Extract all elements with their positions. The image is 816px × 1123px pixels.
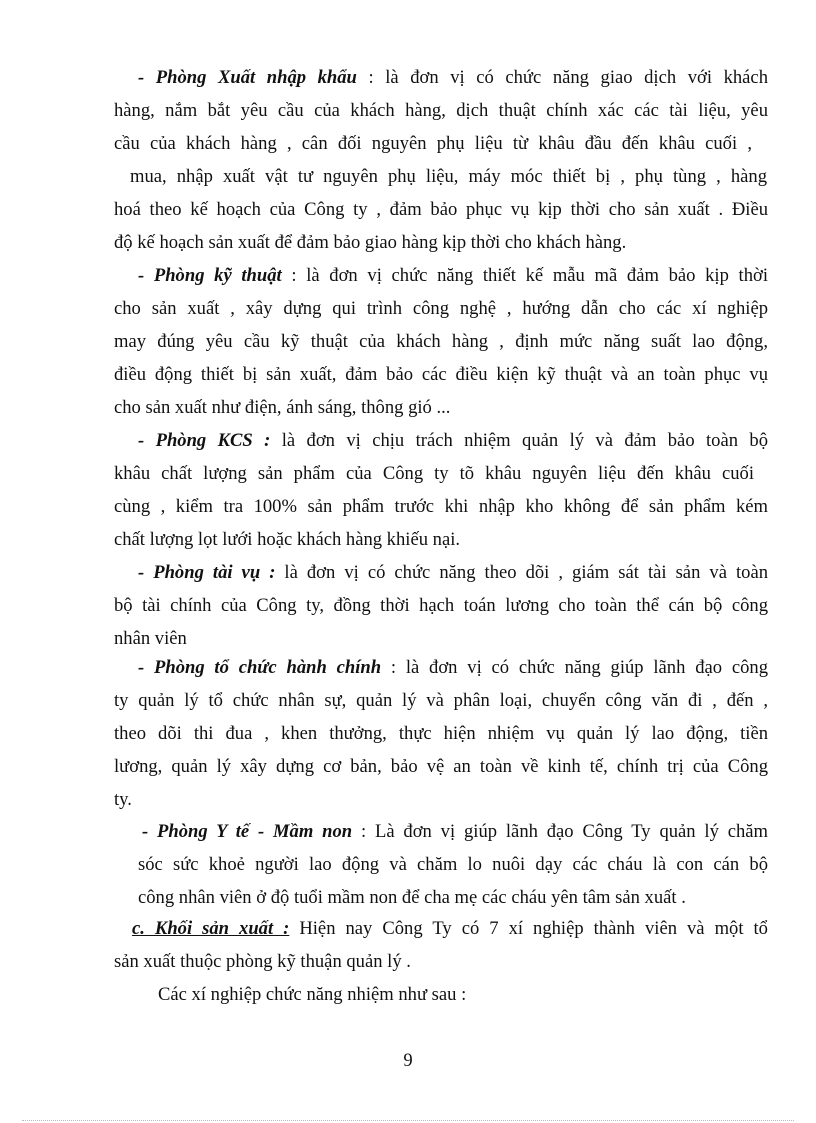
paragraph-kcs-line-4: chất lượng lọt lưới hoặc khách hàng khiếu nại. (114, 529, 461, 550)
paragraph-tv-line-2: bộ tài chính của Công ty, đồng thời hạch toán lương cho toàn thể cán bộ công (114, 595, 768, 616)
paragraph-xnk-line-3: cầu của khách hàng , cân đối nguyên phụ liệu từ khâu đầu đến khâu cuối , (114, 133, 752, 154)
paragraph-tchc-line-4: lương, quản lý xây dựng cơ bản, bảo vệ an toàn về kinh tế, chính trị của Công (114, 756, 768, 777)
paragraph-tv-line-3: nhân viên (114, 628, 187, 649)
paragraph-kt-line-1: - Phòng kỹ thuật : là đơn vị chức năng thiết kế mẫu mã đảm bảo kịp thời (138, 265, 768, 286)
paragraph-yt-line-2: sóc sức khoẻ người lao động và chăm lo nuôi dạy các cháu là con cán bộ (138, 854, 768, 875)
paragraph-xnk-line-5: hoá theo kế hoạch của Công ty , đảm bảo phục vụ kịp thời cho sản xuất . Điều (114, 199, 768, 220)
paragraph-tchc-line-5: ty. (114, 789, 132, 810)
heading-phong-tai-vu: - Phòng tài vụ : (138, 562, 276, 583)
paragraph-kcs-line-3: cùng , kiểm tra 100% sản phẩm trước khi nhập kho không để sản phẩm kém (114, 496, 768, 517)
paragraph-yt-line-3: công nhân viên ở độ tuổi mầm non để cha mẹ các cháu yên tâm sản xuất . (138, 887, 686, 908)
paragraph-kt-line-3: may đúng yêu cầu kỹ thuật của khách hàng , định mức năng suất lao động, (114, 331, 768, 352)
paragraph-tv-line-1: - Phòng tài vụ : là đơn vị có chức năng theo dõi , giám sát tài sản và toàn (138, 562, 768, 583)
heading-phong-to-chuc-hanh-chinh: - Phòng tổ chức hành chính (138, 657, 382, 678)
paragraph-tchc-line-3: theo dõi thi đua , khen thưởng, thực hiện nhiệm vụ quản lý lao động, tiền (114, 723, 768, 744)
paragraph-kcs-line-2: khâu chất lượng sản phẩm của Công ty tõ khâu nguyên liệu đến khâu cuối (114, 463, 754, 484)
heading-phong-kcs: - Phòng KCS : (138, 430, 271, 451)
paragraph-ksx-line-2: sản xuất thuộc phòng kỹ thuận quản lý . (114, 951, 411, 972)
paragraph-kt-line-2: cho sản xuất , xây dựng qui trình công nghệ , hướng dẫn cho các xí nghiệp (114, 298, 768, 319)
paragraph-tchc-line-1: - Phòng tổ chức hành chính : là đơn vị có chức năng giúp lãnh đạo công (138, 657, 768, 678)
paragraph-kcs-line-1: - Phòng KCS : là đơn vị chịu trách nhiệm quản lý và đảm bảo toàn bộ (138, 430, 768, 451)
paragraph-ksx-line-1: c. Khối sản xuất : Hiện nay Công Ty có 7 xí nghiệp thành viên và một tổ (132, 918, 768, 939)
paragraph-tchc-line-2: ty quản lý tổ chức nhân sự, quản lý và phân loại, chuyển công văn đi , đến , (114, 690, 768, 711)
heading-phong-xuat-nhap-khau: - Phòng Xuất nhập khẩu (138, 67, 357, 88)
paragraph-kt-line-5: cho sản xuất như điện, ánh sáng, thông gió ... (114, 397, 451, 418)
paragraph-kt-line-4: điều động thiết bị sản xuất, đảm bảo các điều kiện kỹ thuật và an toàn phục vụ (114, 364, 768, 385)
page-bottom-divider (22, 1120, 794, 1121)
heading-khoi-san-xuat: c. Khối sản xuất : (132, 918, 290, 939)
heading-phong-ky-thuat: - Phòng kỹ thuật (138, 265, 282, 286)
paragraph-yt-line-1: - Phòng Y tế - Mầm non : Là đơn vị giúp lãnh đạo Công Ty quản lý chăm (142, 821, 768, 842)
heading-phong-y-te-mam-non: - Phòng Y tế - Mầm non (142, 821, 353, 842)
paragraph-xnk-line-6: độ kế hoạch sản xuất để đảm bảo giao hàng kịp thời cho khách hàng. (114, 232, 627, 253)
paragraph-xnk-line-1: - Phòng Xuất nhập khẩu : là đơn vị có chức năng giao dịch với khách (138, 67, 768, 88)
paragraph-xnk-line-2: hàng, nắm bắt yêu cầu của khách hàng, dịch thuật chính xác các tài liệu, yêu (114, 100, 768, 121)
paragraph-cac-xi-nghiep: Các xí nghiệp chức năng nhiệm như sau : (158, 984, 467, 1005)
paragraph-xnk-line-4: mua, nhập xuất vật tư nguyên phụ liệu, máy móc thiết bị , phụ tùng , hàng (130, 166, 767, 187)
page-number: 9 (403, 1050, 413, 1071)
